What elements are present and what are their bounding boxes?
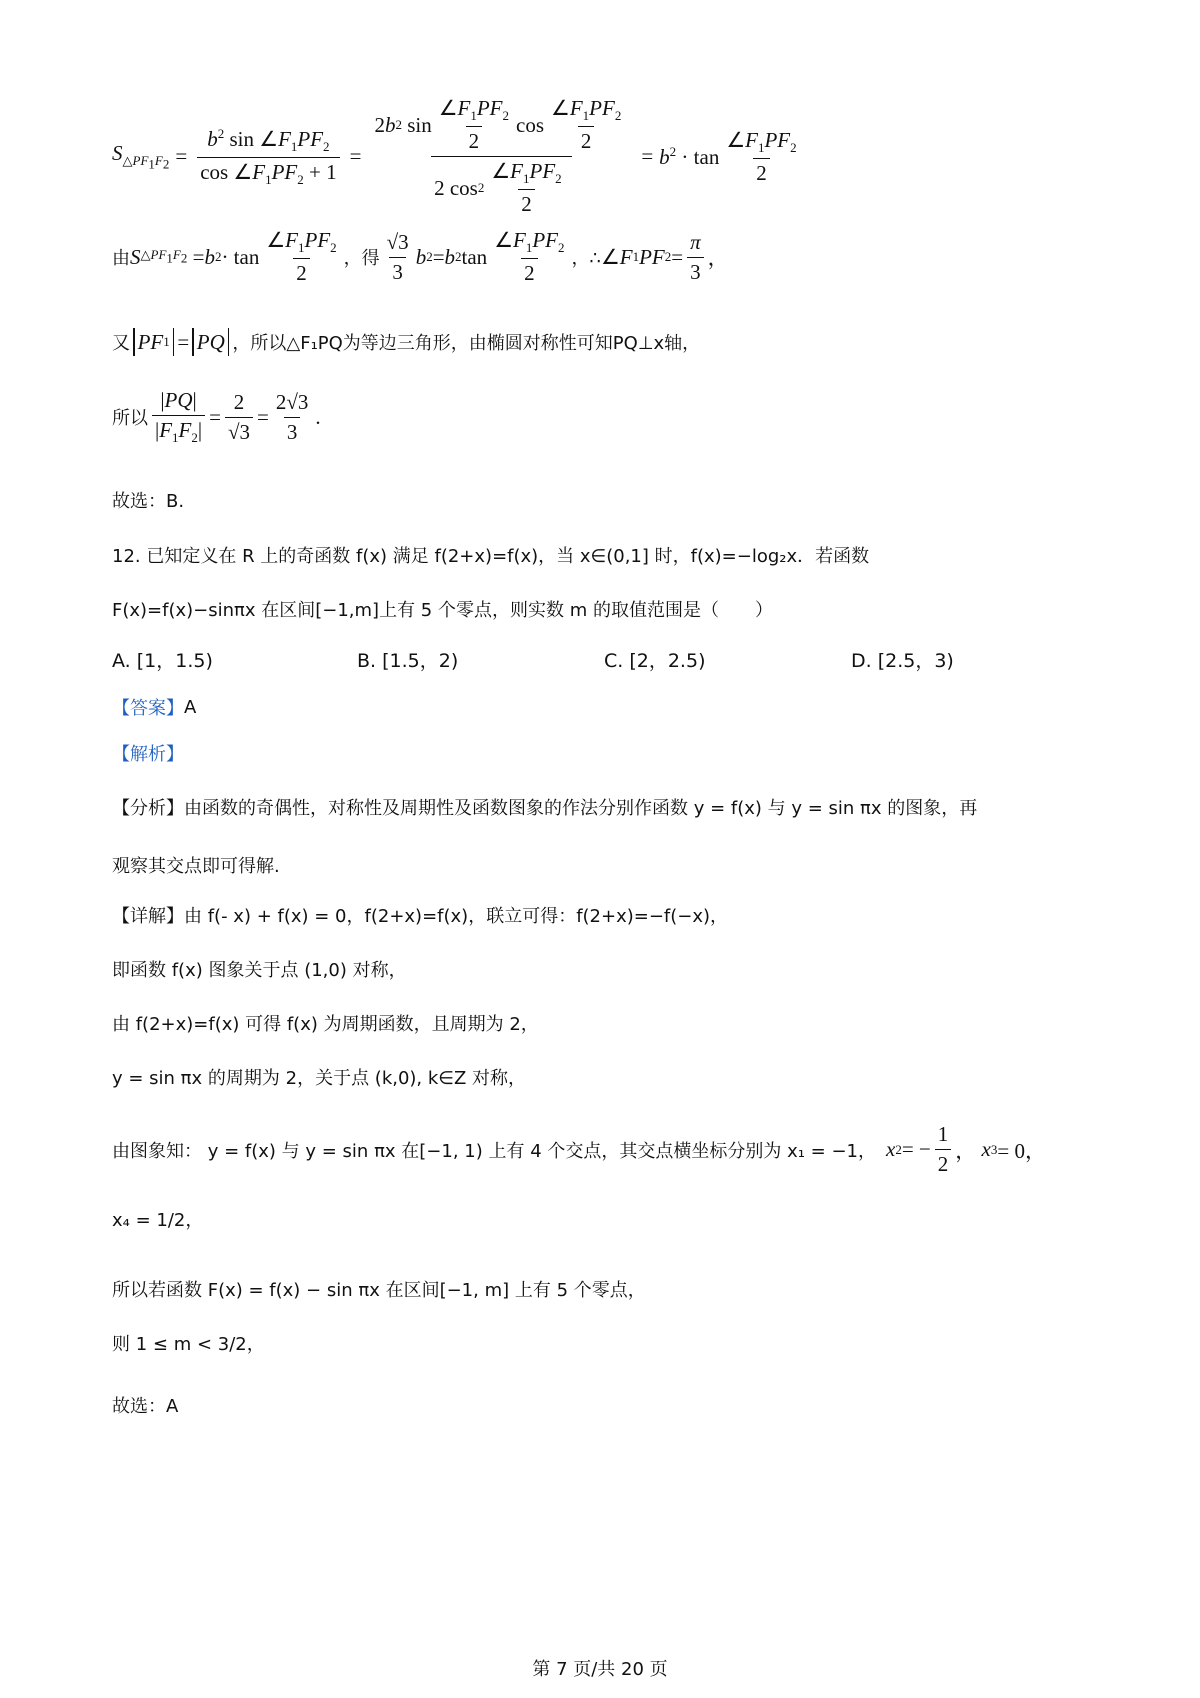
option-c: C. [2，2.5): [604, 650, 706, 672]
zero-count-line: 所以若函数 F(x) = f(x) − sin πx 在区间[−1, m] 上有 5 个零点，: [112, 1280, 646, 1301]
question-12-line1: 12. 已知定义在 R 上的奇函数 f(x) 满足 f(2+x)=f(x)，当 x∈(0,1] 时，f(x)=−log₂x．若函数: [112, 546, 870, 567]
choose-a: 故选：A: [112, 1396, 179, 1417]
choose-b: 故选：B.: [112, 491, 185, 512]
equilateral-line: 又 PF 1 = PQ ，所以△F₁PQ为等边三角形，由椭圆对称性可知PQ⊥x轴，: [112, 329, 701, 354]
x4-line: x₄ = 1/2，: [112, 1210, 204, 1231]
intersection-line: 由图象知： y = f(x) 与 y = sin πx 在[−1, 1) 上有 4 个交点，其交点横坐标分别为 x₁ = −1， x 2 = − $\frac{1}{2}$ ， x 3 = 0，: [112, 1122, 1046, 1176]
sin-period-line: y = sin πx 的周期为 2，关于点 (k,0), k∈Z 对称，: [112, 1068, 527, 1089]
fenxi-line2: 观察其交点即可得解.: [112, 856, 280, 877]
period-line: 由 f(2+x)=f(x) 可得 f(x) 为周期函数，且周期为 2，: [112, 1014, 539, 1035]
option-d: D. [2.5，3): [851, 650, 954, 672]
question-12-line2: F(x)=f(x)−sinπx 在区间[−1,m]上有 5 个零点，则实数 m 的取值范围是（ ）: [112, 600, 773, 621]
area-equation-line: 由 S $\triangle PF_1F_2$ = b 2 · tan $\frac{\angle F_1PF_2}{2}$ ，得 $\frac{√3}{3}$ b 2 = b 2 tan $\frac{\angle F_1PF_2}{2}$ ，∴ ∠ F 1 PF 2 = $\frac{\pi}{3}$ ，: [112, 228, 729, 286]
option-a: A. [1，1.5): [112, 650, 213, 672]
answer-line: 【答案】 A: [112, 696, 197, 719]
option-b: B. [1.5，2): [357, 650, 459, 672]
xiangjie-line: 【详解】由 f(- x) + f(x) = 0，f(2+x)=f(x)，联立可得：f(2+x)=−f(−x)，: [112, 906, 729, 927]
area-formula: $S_{\triangle PF_1F_2}$ = $\frac{b^2 \sin \angle F_1PF_2}{\cos \angle F_1PF_2 + 1}$ = 2 b 2 sin $\frac{\angle F_1PF_2}{2}$ cos $\frac{\angle F_1PF_2}{2}$ 2 cos 2 $\frac{\angle F_1PF_2}{2}$ = $b^2 \cdot \tan$ $\frac{\angle F_1PF_2}{2}$: [112, 96, 797, 217]
ratio-line: 所以 $\frac{|PQ|}{|F_1F_2|}$ = $\frac{2}{√3}$ = $\frac{2√3}{3}$ .: [112, 388, 321, 446]
m-range-line: 则 1 ≤ m < 3/2，: [112, 1334, 265, 1355]
fenxi-line1: 【分析】由函数的奇偶性，对称性及周期性及函数图象的作法分别作函数 y = f(x) 与 y = sin πx 的图象，再: [112, 798, 978, 819]
page-footer: 第 7 页/共 20 页: [532, 1659, 668, 1680]
analysis-label: 【解析】: [112, 744, 184, 765]
symmetry-line: 即函数 f(x) 图象关于点 (1,0) 对称，: [112, 960, 407, 981]
